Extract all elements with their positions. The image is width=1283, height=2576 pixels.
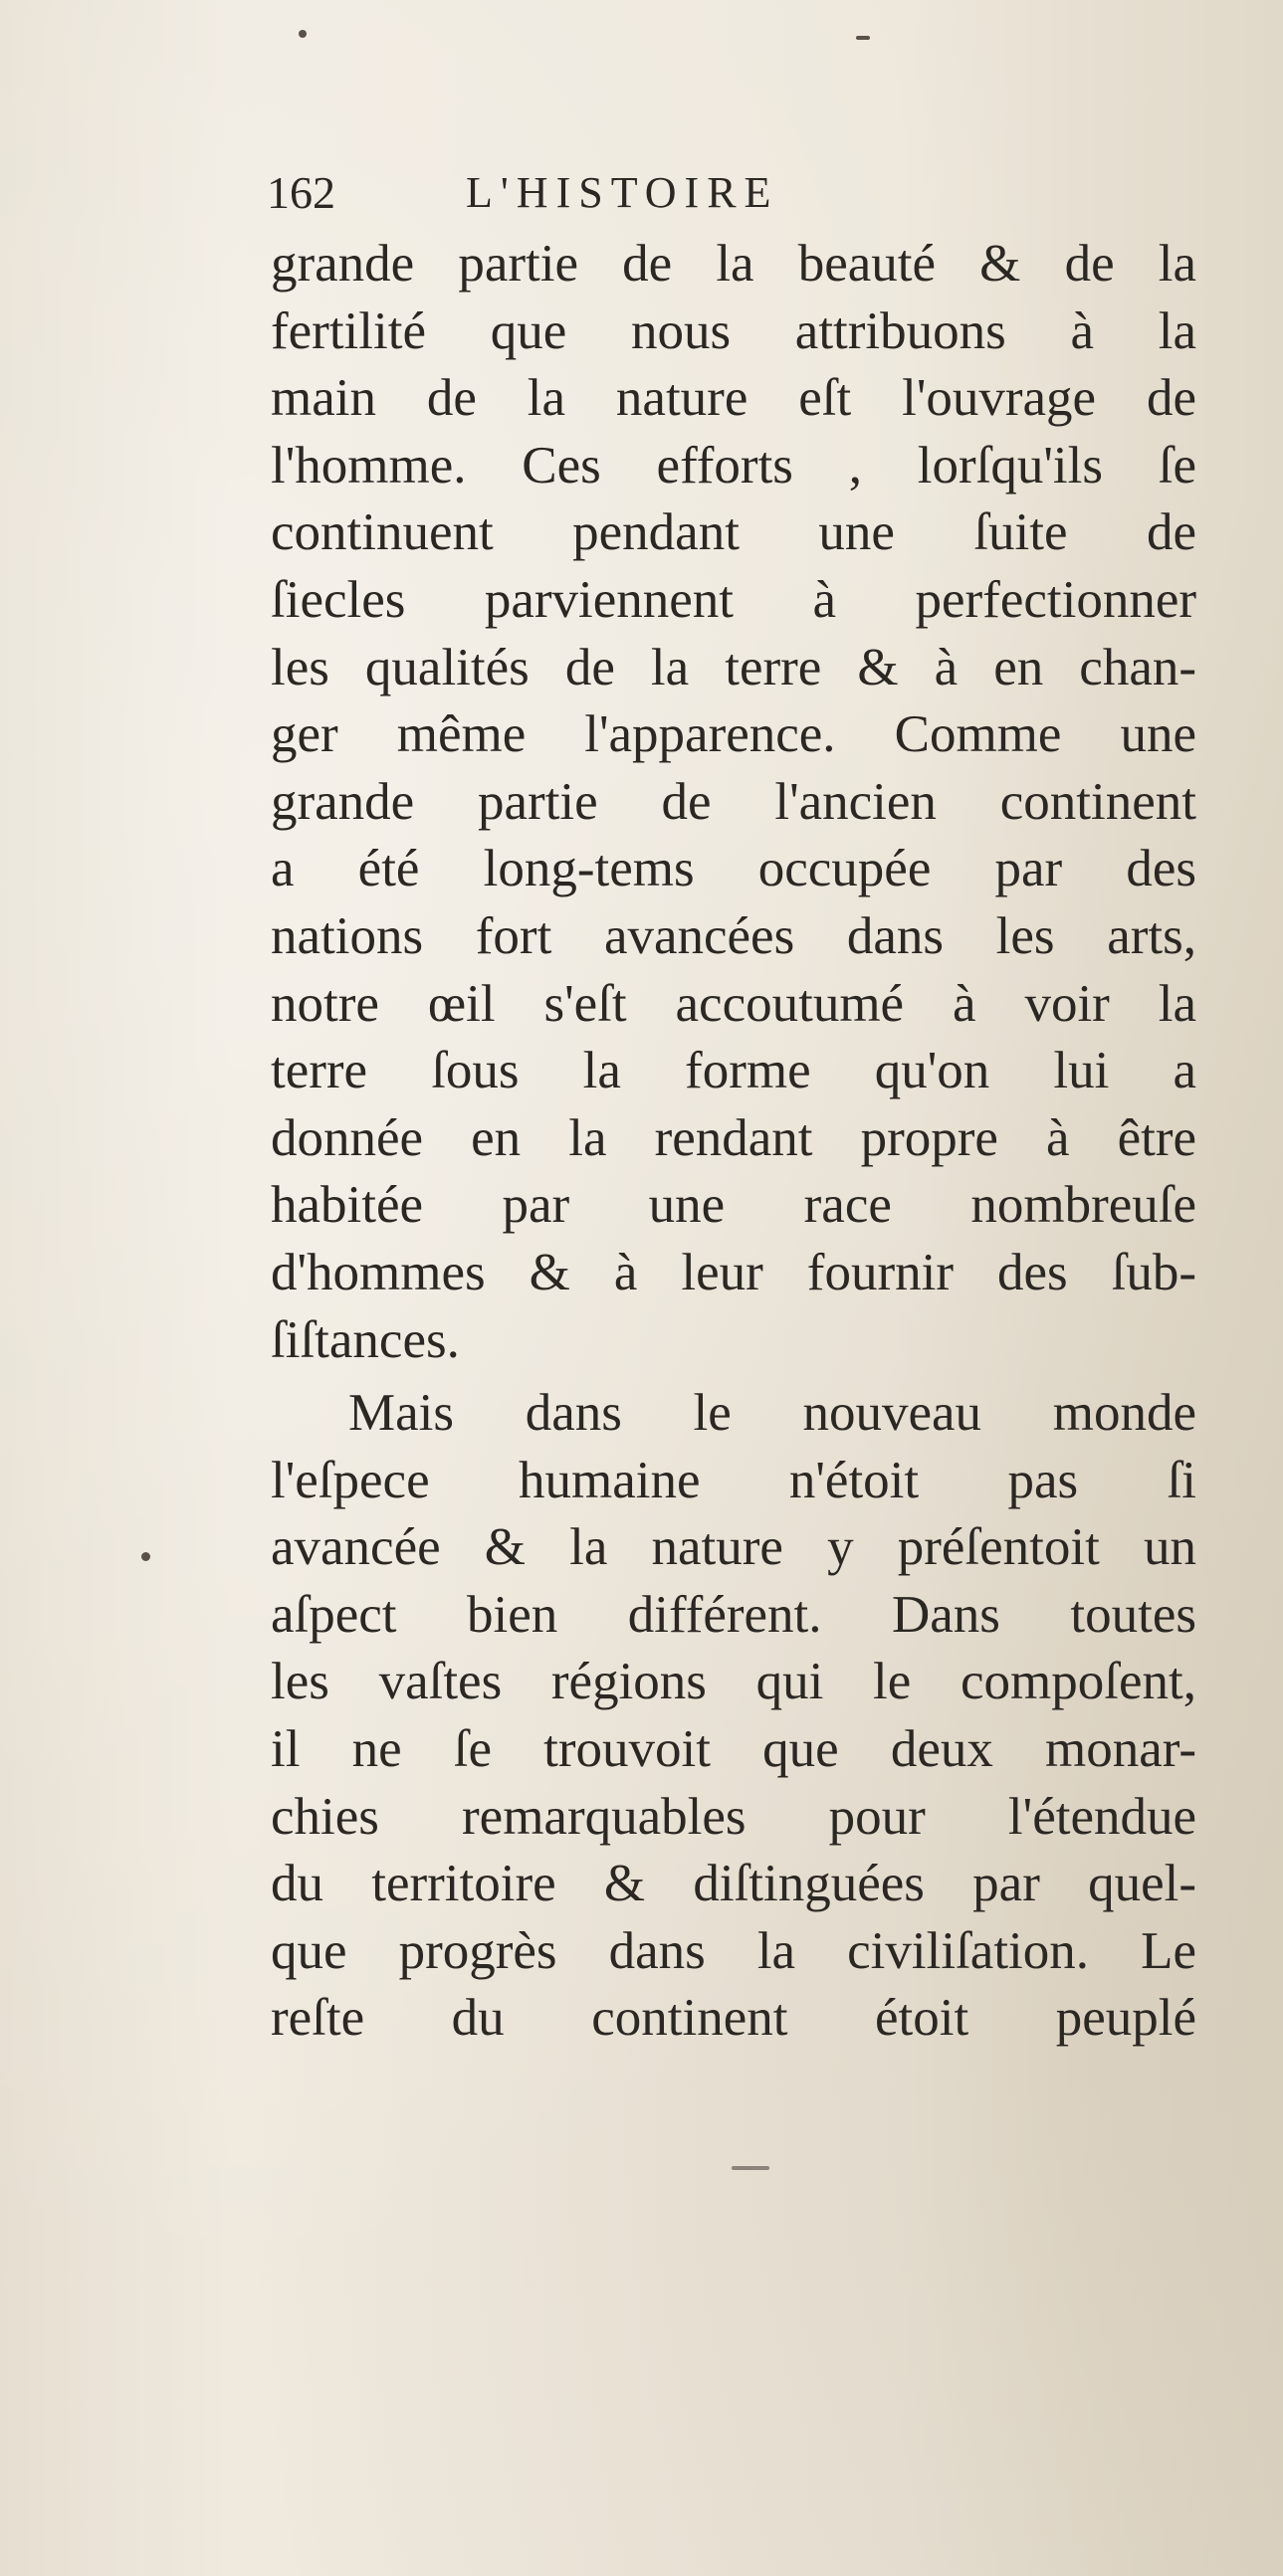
text-line: que progrès dans la civiliſation. Le bbox=[271, 1921, 1196, 1980]
text-line: ſiſtances. bbox=[271, 1310, 460, 1369]
text-line: les qualités de la terre & à en chan- bbox=[271, 638, 1196, 696]
body-text bbox=[271, 231, 1196, 2053]
text-line: Mais dans le nouveau monde bbox=[348, 1384, 1196, 1443]
page-number: 162 bbox=[267, 167, 335, 218]
text-line: reſte du continent étoit peuplé bbox=[271, 1989, 1196, 2048]
ink-speck bbox=[141, 1552, 150, 1561]
text-line: avancée & la nature y préſentoit un bbox=[271, 1518, 1196, 1577]
ink-speck bbox=[299, 30, 307, 38]
text-line: ger même l'apparence. Comme une bbox=[271, 705, 1196, 764]
text-line: l'homme. Ces efforts , lorſqu'ils ſe bbox=[271, 436, 1196, 495]
text-line: continuent pendant une ſuite de bbox=[271, 503, 1196, 562]
text-line: fertilité que nous attribuons à la bbox=[271, 301, 1196, 360]
text-line: du territoire & diſtinguées par quel- bbox=[271, 1855, 1196, 1913]
text-line: habitée par une race nombreuſe bbox=[271, 1176, 1196, 1235]
page-header bbox=[267, 165, 1023, 221]
running-head: L'HISTOIRE bbox=[466, 168, 779, 217]
text-line: ſiecles parviennent à perfectionner bbox=[271, 570, 1196, 629]
text-line: donnée en la rendant propre à être bbox=[271, 1108, 1196, 1167]
text-line: chies remarquables pour l'étendue bbox=[271, 1787, 1196, 1846]
text-line: grande partie de l'ancien continent bbox=[271, 772, 1196, 831]
text-line: notre œil s'eſt accoutumé à voir la bbox=[271, 974, 1196, 1033]
text-line: d'hommes & à leur fournir des ſub- bbox=[271, 1243, 1196, 1301]
text-line: terre ſous la forme qu'on lui a bbox=[271, 1042, 1196, 1100]
text-line: les vaſtes régions qui le compoſent, bbox=[271, 1653, 1196, 1711]
ink-speck bbox=[732, 2166, 769, 2170]
text-line: a été long-tems occupée par des bbox=[271, 840, 1196, 898]
text-line: l'eſpece humaine n'étoit pas ſi bbox=[271, 1451, 1196, 1509]
text-line: grande partie de la beauté & de la bbox=[271, 235, 1196, 293]
ink-speck bbox=[856, 36, 870, 40]
text-line: nations fort avancées dans les arts, bbox=[271, 906, 1196, 965]
text-line: main de la nature eſt l'ouvrage de bbox=[271, 369, 1196, 428]
text-line: aſpect bien différent. Dans toutes bbox=[271, 1585, 1196, 1644]
paragraph bbox=[271, 231, 1196, 1374]
text-line: il ne ſe trouvoit que deux monar- bbox=[271, 1720, 1196, 1779]
paragraph bbox=[271, 1380, 1196, 2053]
